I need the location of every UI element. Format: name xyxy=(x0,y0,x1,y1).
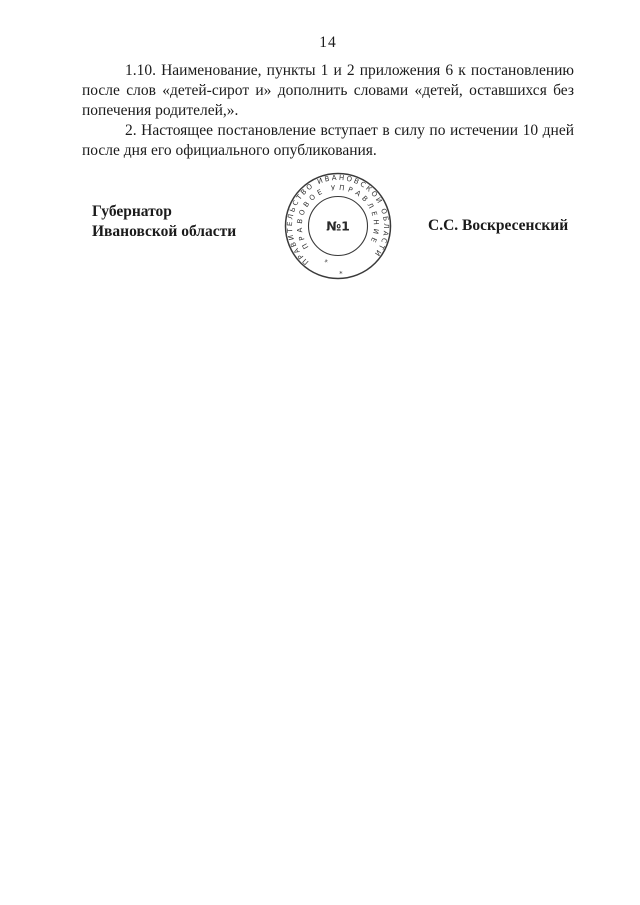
paragraph-amendment: 1.10. Наименование, пункты 1 и 2 приложения 6 к постановлению после слов «детей-сирот и» дополнить словами «детей, оставшихся без попечения родителей,». xyxy=(82,62,574,119)
page-number: 14 xyxy=(319,34,337,51)
signatory-title-line1: Губернатор xyxy=(92,203,172,220)
document-body xyxy=(82,61,574,161)
official-round-stamp xyxy=(280,168,396,284)
signatory-name: С.С. Воскресенский xyxy=(428,217,569,234)
paragraph-entry-into-force: 2. Настоящее постановление вступает в силу по истечении 10 дней после дня его официального опубликования. xyxy=(82,122,574,159)
signatory-title-line2: Ивановской области xyxy=(92,223,237,240)
stamp-outer-separator-star: * xyxy=(338,266,343,276)
stamp-number-text: №1 xyxy=(326,218,350,234)
stamp-outer-ring-text: ПРАВИТЕЛЬСТВО ИВАНОВСКОЙ ОБЛАСТИ xyxy=(285,173,391,267)
stamp-inner-separator-star: * xyxy=(323,255,330,264)
signatory-title xyxy=(92,202,236,242)
stamp-inner-ring-text: ПРАВОВОЕ УПРАВЛЕНИЕ xyxy=(295,183,381,251)
